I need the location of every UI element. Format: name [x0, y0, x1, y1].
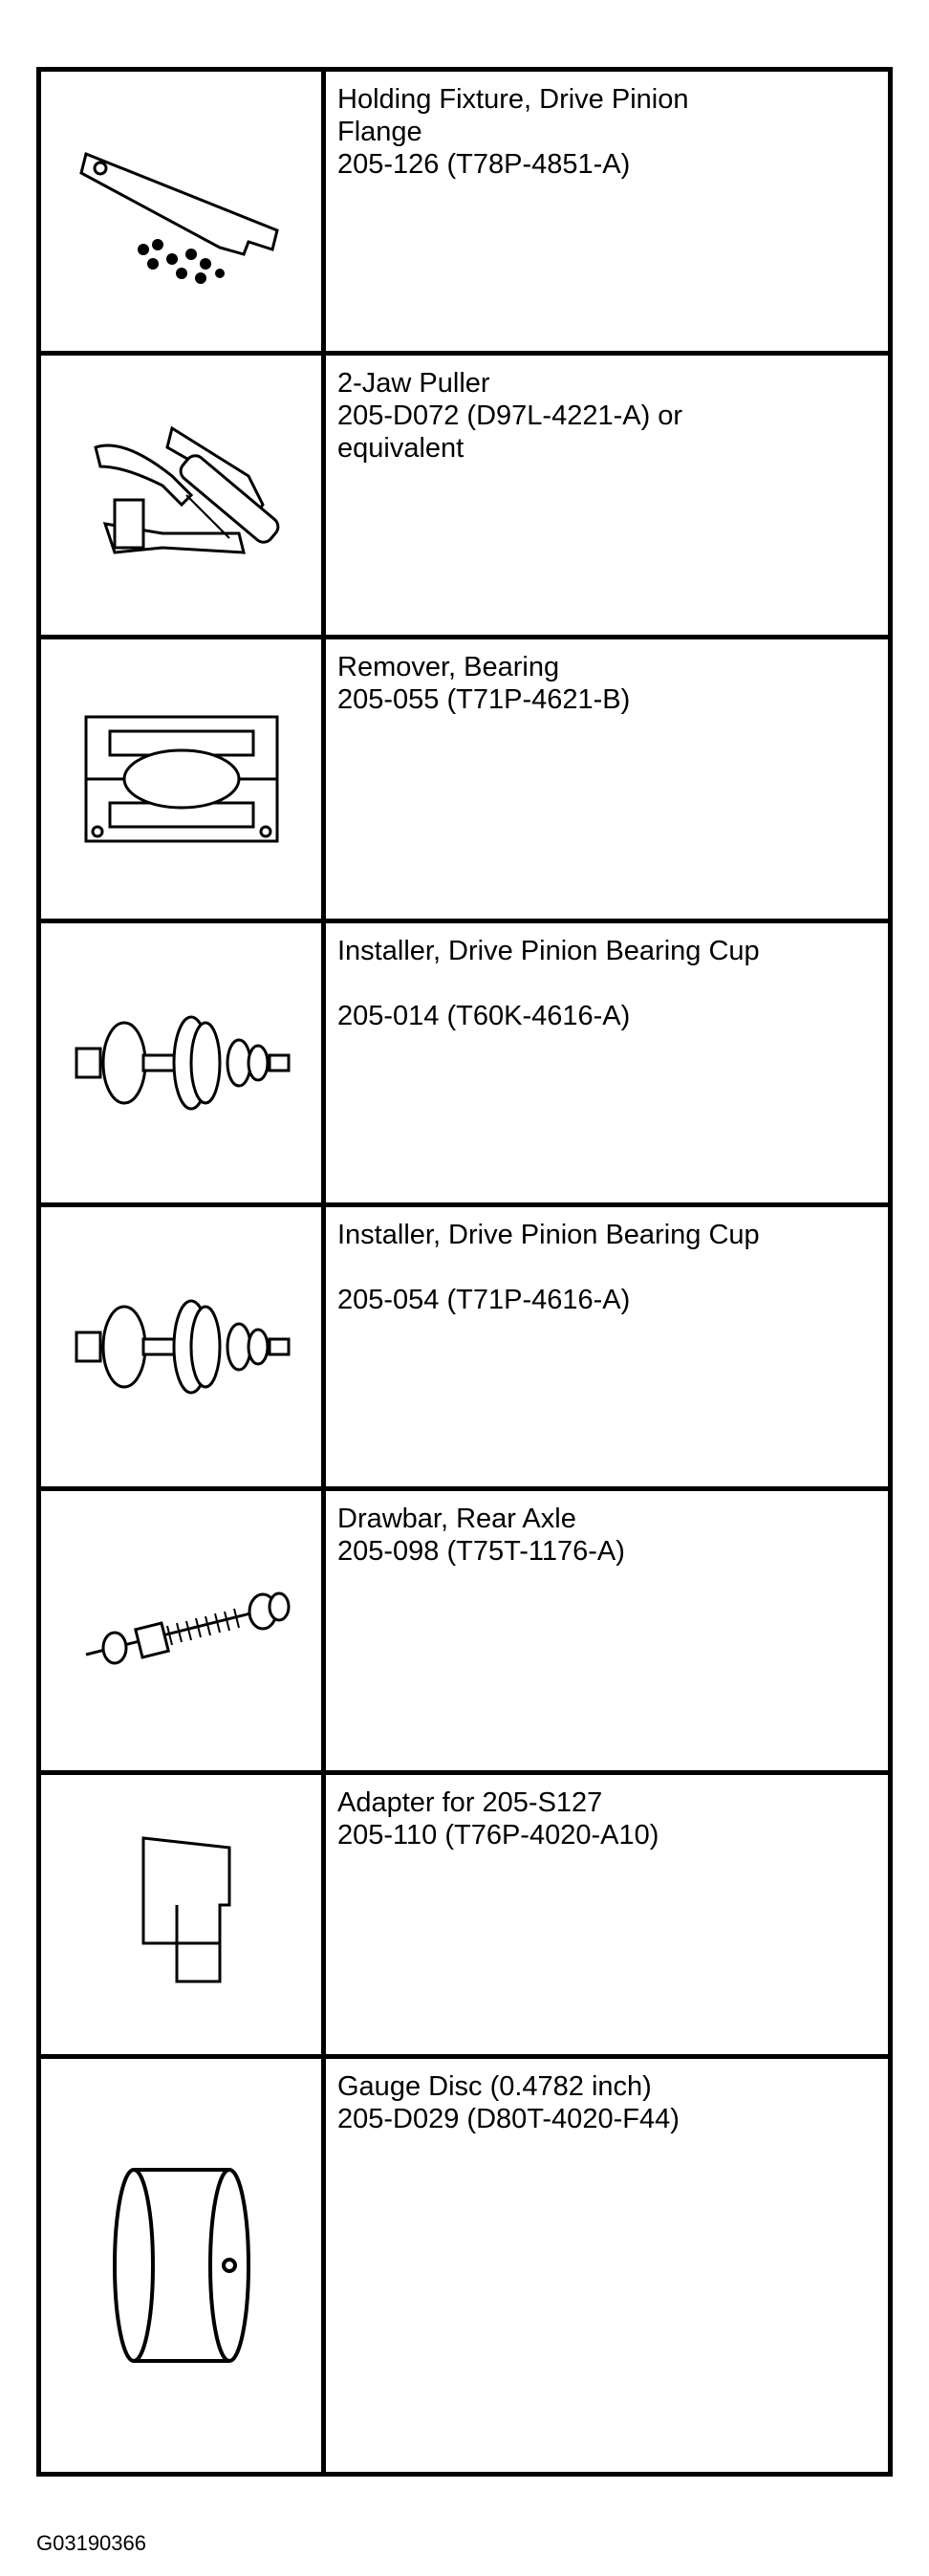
tool-title-continued: Flange	[337, 117, 422, 147]
tool-description	[326, 1775, 888, 2054]
tool-number: 205-054 (T71P-4616-A)	[337, 1285, 631, 1315]
tool-description	[326, 923, 888, 1202]
tool-description	[326, 72, 888, 351]
tool-description	[326, 1207, 888, 1486]
tool-number: 205-110 (T76P-4020-A10)	[337, 1820, 659, 1851]
tool-number: 205-098 (T75T-1176-A)	[337, 1536, 625, 1567]
tool-title: Holding Fixture, Drive Pinion	[337, 84, 689, 115]
tool-row	[41, 2059, 888, 2472]
tool-row	[41, 639, 888, 923]
adapter-icon	[41, 1775, 326, 2054]
tool-row	[41, 1207, 888, 1491]
special-tools-table	[36, 67, 893, 2477]
drawbar-icon	[41, 1491, 326, 1770]
figure-code: G03190366	[36, 2531, 146, 2555]
tool-row	[41, 356, 888, 639]
tool-row	[41, 72, 888, 356]
tool-row	[41, 923, 888, 1207]
two-jaw-puller-icon	[41, 356, 326, 635]
tool-number: 205-D072 (D97L-4221-A) or	[337, 400, 683, 431]
tool-number: 205-D029 (D80T-4020-F44)	[337, 2104, 680, 2134]
bearing-remover-icon	[41, 639, 326, 919]
tool-title: Installer, Drive Pinion Bearing Cup	[337, 1220, 760, 1250]
tool-description	[326, 1491, 888, 1770]
tool-title: Remover, Bearing	[337, 652, 560, 682]
tool-row	[41, 1491, 888, 1775]
tool-title: Adapter for 205-S127	[337, 1787, 603, 1818]
tool-description	[326, 356, 888, 635]
gauge-disc-icon	[41, 2059, 326, 2472]
tool-title: Drawbar, Rear Axle	[337, 1504, 576, 1534]
tool-number: 205-126 (T78P-4851-A)	[337, 149, 631, 180]
tool-number-continued: equivalent	[337, 433, 464, 464]
tool-number: 205-055 (T71P-4621-B)	[337, 684, 631, 715]
bearing-cup-installer-icon	[41, 923, 326, 1202]
tool-number: 205-014 (T60K-4616-A)	[337, 1001, 631, 1031]
bearing-cup-installer-icon	[41, 1207, 326, 1486]
tool-title: Gauge Disc (0.4782 inch)	[337, 2071, 652, 2102]
tool-description	[326, 2059, 888, 2472]
tool-title: Installer, Drive Pinion Bearing Cup	[337, 936, 760, 966]
tool-description	[326, 639, 888, 919]
tool-row	[41, 1775, 888, 2059]
tool-title: 2-Jaw Puller	[337, 368, 490, 399]
holding-fixture-icon	[41, 72, 326, 351]
